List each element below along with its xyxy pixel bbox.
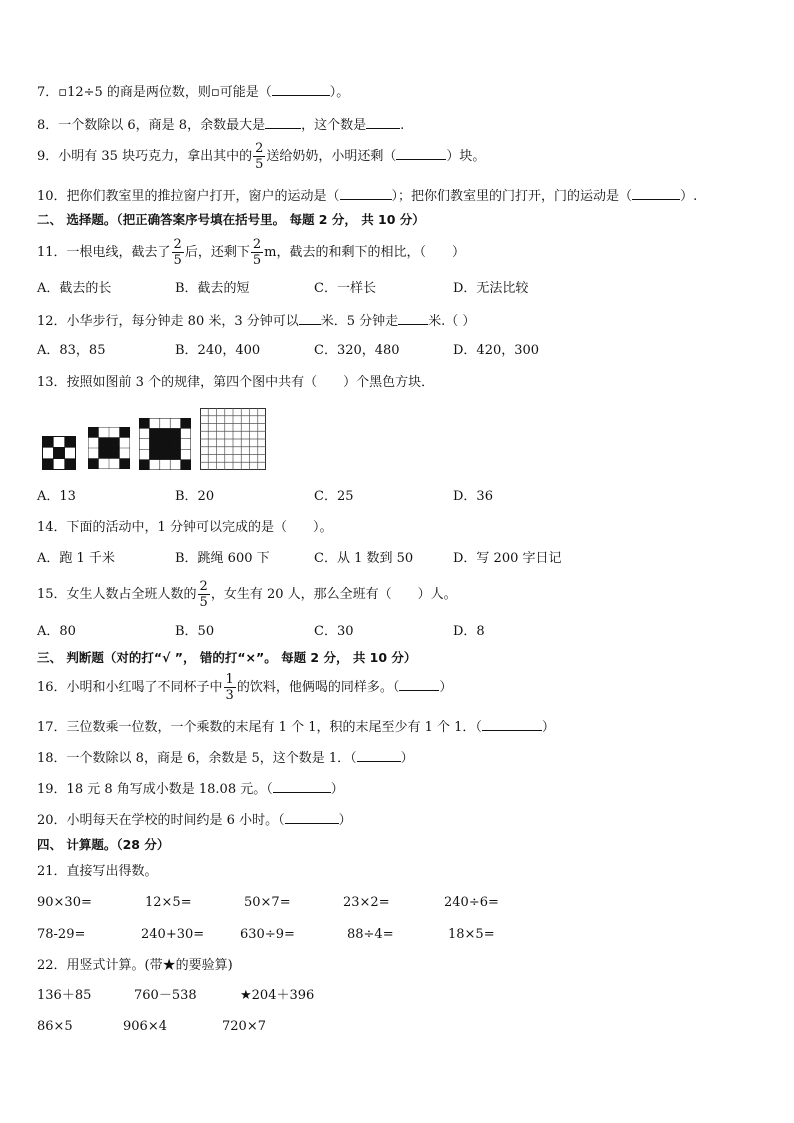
answer-blank[interactable]: [482, 717, 542, 731]
question-8: 8．一个数除以 6，商是 8，余数最大是 ，这个数是 .: [37, 115, 404, 135]
calc-item: 90×30=: [37, 895, 92, 910]
pattern-figure-2: [88, 427, 130, 469]
answer-blank[interactable]: [285, 810, 339, 824]
question-14: 14．下面的活动中，1 分钟可以完成的是（ ）。: [37, 520, 333, 535]
calc-item: 86×5: [37, 1019, 73, 1034]
answer-blank[interactable]: [357, 748, 401, 762]
answer-blank[interactable]: [399, 677, 439, 691]
fraction: $\frac{2}{5}$: [255, 141, 264, 172]
option-d[interactable]: D．无法比较: [453, 281, 529, 296]
calc-item: 630÷9=: [240, 927, 295, 942]
option-a[interactable]: A．83，85: [37, 343, 106, 358]
calc-item: 12×5=: [145, 895, 192, 910]
option-c[interactable]: C．一样长: [314, 281, 376, 296]
calc-item: 23×2=: [343, 895, 390, 910]
answer-blank[interactable]: [265, 115, 301, 129]
option-b[interactable]: B．50: [175, 624, 215, 639]
question-17: 17．三位数乘一位数，一个乘数的末尾有 1 个 1，积的末尾至少有 1 个 1．（ ）: [37, 717, 555, 737]
question-11: 11．一根电线，截去了 $\frac{2}{5}$ 后，还剩下 $\frac{2}{5}$ m，截去的和剩下的相比，（ ）: [37, 237, 465, 268]
answer-blank[interactable]: [396, 146, 446, 160]
fraction: $\frac{1}{3}$: [225, 672, 234, 703]
fraction: $\frac{2}{5}$: [252, 237, 262, 268]
option-d[interactable]: D．写 200 字日记: [453, 551, 562, 566]
option-b[interactable]: B．截去的短: [175, 281, 250, 296]
question-22: 22．用竖式计算。(带★的要验算): [37, 958, 233, 973]
answer-blank[interactable]: [398, 311, 428, 325]
option-a[interactable]: A．截去的长: [37, 281, 112, 296]
question-19: 19．18 元 8 角写成小数是 18.08 元。（ ）: [37, 779, 344, 799]
pattern-figure-1: [42, 436, 76, 470]
calc-item: 760－538: [134, 988, 197, 1003]
option-a[interactable]: A．13: [37, 489, 76, 504]
fraction: $\frac{2}{5}$: [199, 579, 208, 610]
question-20: 20．小明每天在学校的时间约是 6 小时。（ ）: [37, 810, 352, 830]
question-12: 12．小华步行，每分钟走 80 米，3 分钟可以 米．5 分钟走 米.（ ）: [37, 311, 475, 331]
calc-item: 50×7=: [244, 895, 291, 910]
question-18: 18．一个数除以 8，商是 6，余数是 5，这个数是 1．（ ）: [37, 748, 414, 768]
option-c[interactable]: C．30: [314, 624, 354, 639]
option-d[interactable]: D．8: [453, 624, 485, 639]
section-4-heading: 四、 计算题。（28 分）: [37, 837, 170, 852]
option-c[interactable]: C．从 1 数到 50: [314, 551, 414, 566]
answer-blank[interactable]: [366, 115, 400, 129]
calc-item: 240+30=: [141, 927, 205, 942]
calc-item: 136＋85: [37, 988, 92, 1003]
option-a[interactable]: A．80: [37, 624, 76, 639]
answer-blank[interactable]: [340, 186, 392, 200]
answer-blank[interactable]: [272, 82, 330, 96]
option-b[interactable]: B．240，400: [175, 343, 261, 358]
question-15: 15．女生人数占全班人数的 $\frac{2}{5}$ ，女生有 20 人，那么全班有（ ）人。: [37, 579, 457, 610]
answer-blank[interactable]: [299, 311, 321, 325]
option-d[interactable]: D．36: [453, 489, 493, 504]
question-10: 10．把你们教室里的推拉窗户打开，窗户的运动是（ ）；把你们教室里的门打开，门的运动是（ ）.: [37, 186, 697, 206]
option-c[interactable]: C．25: [314, 489, 354, 504]
answer-blank[interactable]: [632, 186, 680, 200]
section-3-heading: 三、 判断题（对的打“√ ”， 错的打“×”。 每题 2 分， 共 10 分）: [37, 650, 417, 665]
pattern-figure-4-grid: [200, 408, 266, 470]
option-d[interactable]: D．420，300: [453, 343, 540, 358]
calc-item: 720×7: [222, 1019, 266, 1034]
calc-item: 88÷4=: [347, 927, 394, 942]
calc-item: 78-29=: [37, 927, 86, 942]
option-b[interactable]: B．跳绳 600 下: [175, 551, 270, 566]
option-b[interactable]: B．20: [175, 489, 215, 504]
calc-item: ★204＋396: [240, 988, 315, 1003]
calc-item: 240÷6=: [444, 895, 499, 910]
fraction: $\frac{2}{5}$: [173, 237, 182, 268]
question-7: 7．▫12÷5 的商是两位数，则▫可能是（ ）。: [37, 82, 349, 102]
question-16: 16．小明和小红喝了不同杯子中 $\frac{1}{3}$ 的饮料，他俩喝的同样多。（ ）: [37, 672, 453, 703]
option-c[interactable]: C．320，480: [314, 343, 400, 358]
question-9: 9．小明有 35 块巧克力，拿出其中的 $\frac{2}{5}$ 送给奶奶，小明还剩（ ）块。: [37, 141, 486, 172]
section-2-heading: 二、 选择题。（把正确答案序号填在括号里。 每题 2 分， 共 10 分）: [37, 212, 425, 227]
answer-blank[interactable]: [273, 779, 331, 793]
pattern-figure-3: [139, 418, 191, 470]
option-a[interactable]: A．跑 1 千米: [37, 551, 115, 566]
calc-item: 906×4: [123, 1019, 167, 1034]
question-21: 21．直接写出得数。: [37, 864, 158, 879]
calc-item: 18×5=: [448, 927, 495, 942]
question-13: 13．按照如图前 3 个的规律，第四个图中共有（ ）个黑色方块．: [37, 375, 435, 390]
